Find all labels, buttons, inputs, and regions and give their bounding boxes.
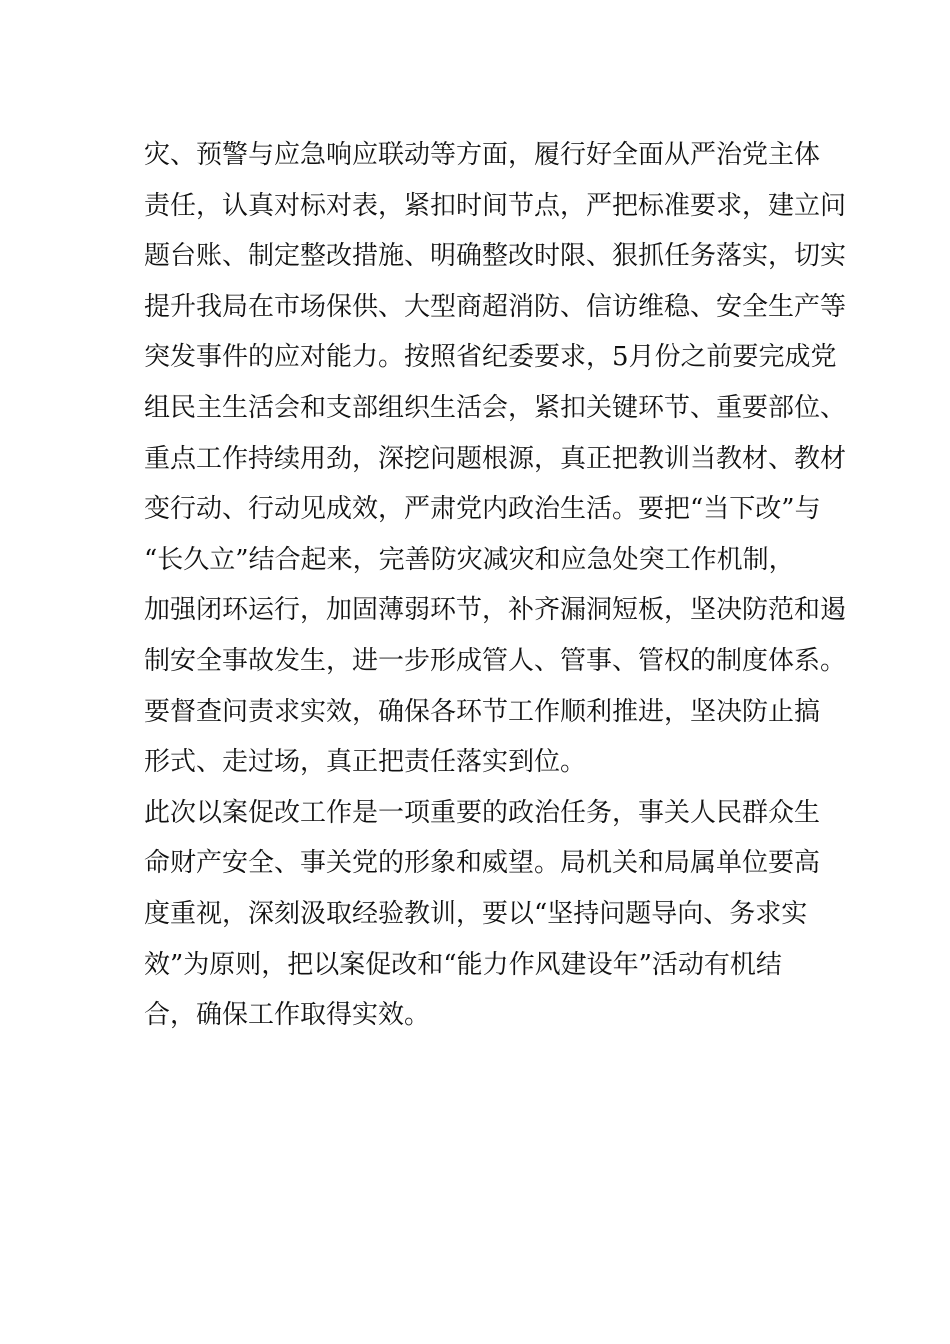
text-line: 制安全事故发生，进一步形成管人、管事、管权的制度体系。 [144, 645, 847, 676]
text-line: 此次以案促改工作是一项重要的政治任务，事关人民群众生 [144, 797, 821, 828]
text-line: 要督查问责求实效，确保各环节工作顺利推进，坚决防止搞 [144, 696, 821, 727]
text-line: 效”为原则，把以案促改和“能力作风建设年”活动有机结 [144, 949, 782, 980]
text-line: 灾、预警与应急响应联动等方面，履行好全面从严治党主体 [144, 140, 821, 170]
text-line: 提升我局在市场保供、大型商超消防、信访维稳、安全生产等 [144, 291, 847, 322]
text-line: 组民主生活会和支部组织生活会，紧扣关键环节、重要部位、 [144, 392, 847, 423]
text-line: 突发事件的应对能力。按照省纪委要求，5月份之前要完成党 [144, 342, 837, 373]
text-line: 形式、走过场，真正把责任落实到位。 [144, 747, 587, 778]
paragraph-2 [144, 788, 824, 1041]
text-line: 重点工作持续用劲，深挖问题根源，真正把教训当教材、教材 [144, 443, 847, 474]
text-line: 加强闭环运行，加固薄弱环节，补齐漏洞短板，坚决防范和遏 [144, 595, 847, 626]
text-line: 题台账、制定整改措施、明确整改时限、狠抓任务落实，切实 [144, 241, 847, 272]
text-line: 合，确保工作取得实效。 [144, 1000, 431, 1031]
text-line: 命财产安全、事关党的形象和威望。局机关和局属单位要高 [144, 848, 821, 879]
text-line: 度重视，深刻汲取经验教训，要以“坚持问题导向、务求实 [144, 898, 808, 929]
text-line: “长久立”结合起来，完善防灾减灾和应急处突工作机制， [144, 544, 795, 575]
text-line: 变行动、行动见成效，严肃党内政治生活。要把“当下改”与 [144, 494, 821, 525]
text-line: 责任，认真对标对表，紧扣时间节点，严把标准要求，建立问 [144, 190, 847, 221]
paragraph-1 [144, 130, 847, 788]
document-body [144, 130, 847, 1041]
